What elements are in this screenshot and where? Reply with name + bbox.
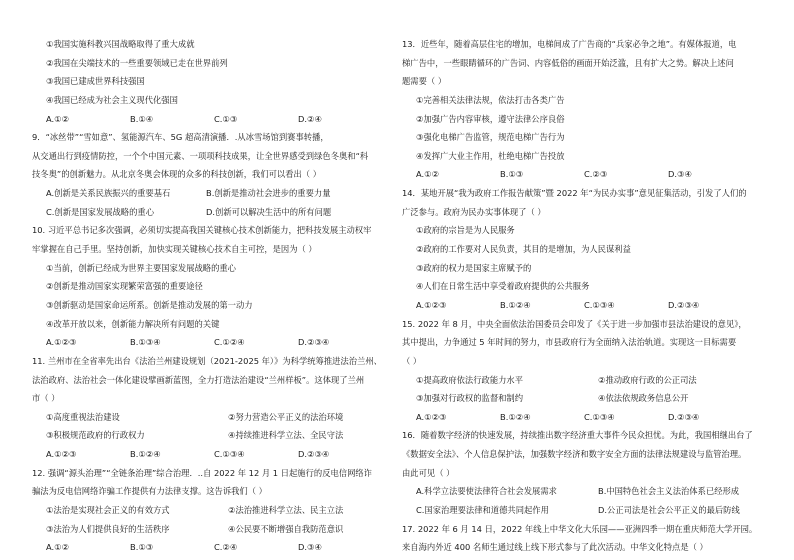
q15-item-2: ②推动政府行政的公正司法 <box>598 374 697 385</box>
q9-options-row-1 <box>32 187 410 200</box>
q13-option-b[interactable]: B.①③ <box>500 169 524 180</box>
q14-option-c[interactable]: C.①③④ <box>584 299 615 310</box>
q9-stem-1: 9．“冰丝带”“雪如意”、氢能源汽车、5G 超高清演播．.从冰雪场馆到赛事转播， <box>32 132 329 143</box>
q13-item-3: ③强化电梯广告监管，规范电梯广告行为 <box>416 132 565 143</box>
q11-stem-1: 11. 兰州市在全省率先出台《法治兰州建设规划（2021-2025 年）》为科学统筹推进法治兰州、 <box>32 355 382 366</box>
q11-option-c[interactable]: C.①③④ <box>214 449 245 460</box>
q11-stem-3: 市（ ） <box>32 393 60 404</box>
q13-item-1: ①完善相关法律法规，依法打击各类广告 <box>416 94 565 105</box>
q14-item-1: ①政府的宗旨是为人民服务 <box>416 225 515 236</box>
q13-option-a[interactable]: A.①② <box>416 169 440 180</box>
q12-items-row-1 <box>32 504 410 517</box>
q14-option-d[interactable]: D.②③④ <box>668 299 700 310</box>
q15-stem-1: 15. 2022 年 8 月，中央全面依法治国委员会印发了《关于进一步加强市县法治建设的意见》， <box>402 318 747 329</box>
q13-options <box>402 168 780 181</box>
q8-option-d[interactable]: D.②④ <box>298 113 322 124</box>
q12-option-b[interactable]: B.①③ <box>130 542 154 553</box>
q13-item-2: ②加强广告内容审核，遵守法律公序良俗 <box>416 113 565 124</box>
left-column <box>32 38 410 560</box>
q16-option-d[interactable]: D.公正司法是社会公平正义的最后防线 <box>598 505 740 516</box>
q9-option-b[interactable]: B.创新是推动社会进步的重要力量 <box>206 188 331 199</box>
q13-option-c[interactable]: C.②③ <box>584 169 608 180</box>
q15-option-a[interactable]: A.①②③ <box>416 411 447 422</box>
q16-option-b[interactable]: B.中国特色社会主义法治体系已经形成 <box>598 486 740 497</box>
q13-stem-1: 13．近些年，随着高层住宅的增加，电梯间成了广告商的“兵家必争之地”。有媒体报道，电 <box>402 39 737 49</box>
q12-options <box>32 541 410 554</box>
q12-item-4: ④公民要不断增强自我防范意识 <box>228 523 344 534</box>
q14-item-3: ③政府的权力是国家主席赋予的 <box>416 262 532 273</box>
q13-item-4: ④发挥广大业主作用，杜绝电梯广告投放 <box>416 150 565 161</box>
q11-items-row-1 <box>32 411 410 424</box>
q10-option-a[interactable]: A.①②③ <box>46 337 77 348</box>
q12-items-row-2 <box>32 523 410 536</box>
q11-items-row-2 <box>32 429 410 442</box>
q11-stem-2: 法治政府、法治社会一体化建设擘画新蓝图，全力打造法治建设“兰州样板”。这体现了兰州 <box>32 374 365 385</box>
q10-item-1: ①当前，创新已经成为世界主要国家发展战略的重心 <box>46 262 236 273</box>
q15-item-4: ④依法依规政务信息公开 <box>598 393 689 404</box>
q16-stem-2: 《数据安全法》、个人信息保护法，加强数字经济和数字安全方面的法律法规建设与监管治理。 <box>402 449 747 460</box>
q10-option-b[interactable]: B.①③④ <box>130 337 161 348</box>
q8-option-b[interactable]: B.①④ <box>130 113 154 124</box>
q10-item-3: ③创新驱动是国家命运所系。创新是推动发展的第一动力 <box>46 299 253 310</box>
q12-item-1: ①法治是实现社会正义的有效方式 <box>46 505 170 516</box>
q13-stem-2: 梯广告中，一些眼睛循环的广告词、内容低俗的画面开始泛滥，且有扩大之势。解决上述问 <box>402 57 734 68</box>
q11-item-2: ②努力营造公平正义的法治环境 <box>228 411 344 422</box>
q17-stem-2: 来自海内外近 400 名师生通过线上线下形式参与了此次活动。中华文化特点是（ ） <box>402 542 708 553</box>
q13-option-d[interactable]: D.③④ <box>668 169 692 180</box>
q15-stem-3: （ ） <box>402 355 422 366</box>
q10-item-2: ②创新是推动国家实现繁荣富强的重要途径 <box>46 281 203 292</box>
q11-option-b[interactable]: B.①②④ <box>130 449 161 460</box>
q12-stem-1: 12. 强调“源头治理”“全链条治理”综合治理．..自 2022 年 12 月 1 日起施行的反电信网络诈 <box>32 467 372 478</box>
q14-option-b[interactable]: B.①②④ <box>500 299 531 310</box>
q16-options-row-2 <box>402 504 780 517</box>
q11-options <box>32 448 410 461</box>
q11-item-1: ①高度重视法治建设 <box>46 411 120 422</box>
q14-options <box>402 299 780 312</box>
q13-stem-3: 题需要（ ） <box>402 76 447 87</box>
q8-item-4: ④我国已经成为社会主义现代化强国 <box>46 94 178 105</box>
q15-item-3: ③加强对行政权的监督和制约 <box>416 393 524 404</box>
q12-item-3: ③法治为人们提供良好的生活秩序 <box>46 523 170 534</box>
q8-options <box>32 113 410 126</box>
q9-stem-3: 技冬奥”的创新魅力。从北京冬奥会体现的众多的科技创新，我们可以看出（ ） <box>32 169 322 180</box>
q16-stem-1: 16．随着数字经济的快速发展，持续推出数字经济重大事件今民众担忧。为此，我国相继出台了 <box>402 430 753 441</box>
q10-option-d[interactable]: D.②③④ <box>298 337 330 348</box>
q15-option-c[interactable]: C.①③④ <box>584 411 615 422</box>
q12-option-d[interactable]: D.③④ <box>298 542 322 553</box>
q10-stem-1: 10. 习近平总书记多次强调，必须切实提高我国关键核心技术创新能力，把科技发展主动权牢 <box>32 225 372 236</box>
q15-option-d[interactable]: D.②③④ <box>668 411 700 422</box>
q10-option-c[interactable]: C.①②④ <box>214 337 245 348</box>
q16-option-c[interactable]: C.国家治理要法律和道德共同起作用 <box>416 505 549 516</box>
q15-items-row-1 <box>402 374 780 387</box>
q9-options-row-2 <box>32 206 410 219</box>
q15-stem-2: 其中提出，力争通过 5 年时间的努力，市县政府行为全面纳入法治轨道。实现这一目标需要 <box>402 337 737 348</box>
q14-option-a[interactable]: A.①②③ <box>416 299 447 310</box>
q11-item-3: ③积极规范政府的行政权力 <box>46 430 145 441</box>
q14-item-4: ④人们在日常生活中享受着政府提供的公共服务 <box>416 281 590 292</box>
right-column <box>402 38 780 560</box>
q15-item-1: ①提高政府依法行政能力水平 <box>416 374 524 385</box>
q16-stem-3: 由此可见（ ） <box>402 467 455 478</box>
q9-option-d[interactable]: D.创新可以解决生活中的所有问题 <box>206 206 332 217</box>
q16-option-a[interactable]: A.科学立法要使法律符合社会发展需求 <box>416 486 557 497</box>
q8-item-2: ②我国在尖端技术的一些重要领域已走在世界前列 <box>46 57 228 68</box>
q11-option-a[interactable]: A.①②③ <box>46 449 77 460</box>
q14-stem-2: 广泛参与。政府为民办实事体现了（ ） <box>402 206 546 217</box>
q15-items-row-2 <box>402 392 780 405</box>
q8-option-a[interactable]: A.①② <box>46 113 70 124</box>
q11-item-4: ④持续推进科学立法、全民守法 <box>228 430 344 441</box>
q8-option-c[interactable]: C.①③ <box>214 113 238 124</box>
q9-option-c[interactable]: C.创新是国家发展战略的重心 <box>46 206 154 217</box>
q15-options <box>402 411 780 424</box>
q12-item-2: ②法治推进科学立法、民主立法 <box>228 505 344 516</box>
q16-options-row-1 <box>402 485 780 498</box>
q15-option-b[interactable]: B.①②④ <box>500 411 531 422</box>
q12-stem-2: 骗法为反电信网络诈骗工作提供有力法律支撑。这告诉我们（ ） <box>32 486 267 497</box>
q10-stem-2: 牢掌握在自己手里。坚持创新，加快实现关键核心技术自主可控，是因为（ ） <box>32 244 317 255</box>
q14-stem-1: 14．某地开展“我为政府工作报告献策”暨 2022 年“为民办实事”意见征集活动，引发了人们的 <box>402 188 747 199</box>
q12-option-c[interactable]: C.②④ <box>214 542 238 553</box>
q9-option-a[interactable]: A.创新是关系民族振兴的重要基石 <box>46 188 171 199</box>
q10-item-4: ④改革开放以来，创新能力解决所有问题的关键 <box>46 318 220 329</box>
q8-item-3: ③我国已建成世界科技强国 <box>46 76 145 87</box>
q9-stem-2: 从交通出行到疫情防控，一个个中国元素、一项项科技成果，让全世界感受到绿色冬奥和“科 <box>32 150 369 161</box>
q12-option-a[interactable]: A.①② <box>46 542 70 553</box>
q8-item-1: ①我国实施科教兴国战略取得了重大成就 <box>46 39 195 49</box>
q11-option-d[interactable]: D.②③④ <box>298 449 330 460</box>
q14-item-2: ②政府的工作要对人民负责，其目的是增加，为人民谋利益 <box>416 244 631 255</box>
q10-options <box>32 336 410 349</box>
q17-stem-1: 17. 2022 年 6 月 14 日，2022 年线上中华文化大乐园——亚洲四季一期在重庆师范大学开园。 <box>402 523 758 534</box>
